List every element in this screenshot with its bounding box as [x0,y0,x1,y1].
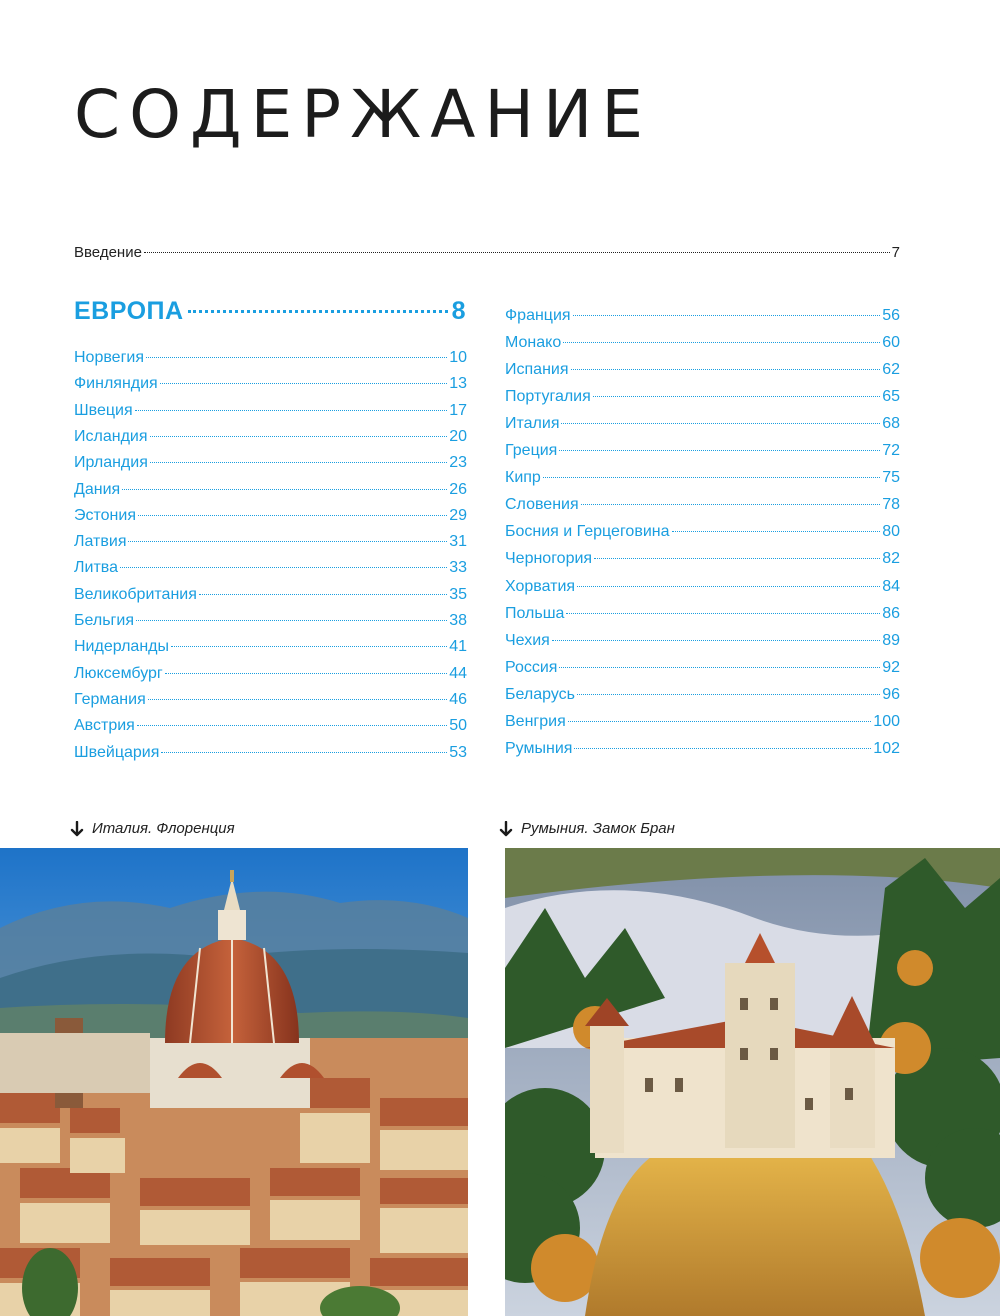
dot-leader [136,620,447,621]
toc-entry[interactable] [74,348,467,368]
arrow-down-icon [70,821,84,837]
toc-entry[interactable] [505,414,900,434]
toc-entry[interactable] [74,743,467,763]
toc-entry-label: Черногория [505,550,593,568]
toc-entry[interactable] [74,480,467,500]
toc-entry[interactable] [74,558,467,578]
toc-entry-label: Греция [505,442,558,460]
toc-entry[interactable] [74,611,467,631]
toc-entry[interactable] [74,374,467,394]
toc-entry-page: 92 [882,658,900,676]
toc-entry-label: Португалия [505,388,591,406]
toc-entry-page: 41 [449,638,467,656]
dot-leader [199,594,447,595]
dot-leader [543,477,880,478]
toc-entry-page: 78 [882,496,900,514]
toc-entry-page: 13 [449,375,467,393]
dot-leader [552,640,880,641]
photo-bran-castle [505,848,1000,1316]
toc-entry-label: Дания [74,480,121,498]
toc-entry-page: 46 [449,690,467,708]
toc-entry-label: Австрия [74,717,135,735]
dot-leader [574,748,871,749]
toc-entry-page: 20 [449,427,467,445]
photo-caption-left [70,820,235,837]
toc-entry-label: Монако [505,334,562,352]
toc-entry-page: 84 [882,577,900,595]
dot-leader [161,752,447,753]
toc-entry[interactable] [505,604,900,624]
dot-leader [120,567,447,568]
dot-leader [568,721,872,722]
toc-entry-label: Босния и Герцеговина [505,523,670,541]
toc-entry[interactable] [505,739,900,759]
toc-entry-page: 17 [449,401,467,419]
toc-entry[interactable] [505,360,900,380]
toc-entry-label: Исландия [74,427,148,445]
toc-entry-page: 35 [449,585,467,603]
toc-entry-label: Швеция [74,401,133,419]
dot-leader [150,462,447,463]
toc-entry[interactable] [74,401,467,421]
toc-entry[interactable] [505,387,900,407]
toc-entry[interactable] [505,577,900,597]
toc-entry-label: Эстония [74,506,136,524]
toc-entry-page: 72 [882,442,900,460]
toc-entry-page: 102 [873,739,900,757]
dot-leader [573,315,881,316]
toc-entry-page: 29 [449,506,467,524]
dot-leader [150,436,448,437]
toc-entry[interactable] [505,495,900,515]
toc-section-label: ЕВРОПА [74,297,184,325]
dot-leader [144,252,890,253]
toc-entry-page: 80 [882,523,900,541]
toc-entry-page: 100 [873,712,900,730]
toc-entry-label: Люксембург [74,664,163,682]
caption-text: Италия. Флоренция [92,820,235,837]
toc-entry-page: 53 [449,743,467,761]
toc-entry[interactable] [74,716,467,736]
toc-entry-label: Швейцария [74,743,160,761]
photo-caption-right [499,820,675,837]
dot-leader [577,694,880,695]
toc-entry-page: 86 [882,604,900,622]
toc-entry-page: 68 [882,415,900,433]
toc-entry-label: Ирландия [74,454,148,472]
page-title: СОДЕРЖАНИЕ [74,76,653,153]
toc-entry[interactable] [505,468,900,488]
toc-entry-label: Хорватия [505,577,576,595]
dot-leader [559,450,880,451]
toc-entry-label: Кипр [505,469,541,487]
dot-leader [566,613,880,614]
toc-entry[interactable] [505,712,900,732]
toc-entry-page: 65 [882,388,900,406]
toc-entry-page: 23 [449,454,467,472]
dot-leader [188,310,448,313]
toc-entry-page: 31 [449,533,467,551]
toc-entry-label: Германия [74,690,146,708]
toc-entry-label: Литва [74,559,118,577]
dot-leader [563,342,880,343]
toc-entry[interactable] [505,522,900,542]
toc-entry[interactable] [74,664,467,684]
dot-leader [135,410,448,411]
toc-entry[interactable] [74,506,467,526]
toc-entry-page: 60 [882,334,900,352]
dot-leader [593,396,880,397]
toc-entry-page: 96 [882,685,900,703]
toc-entry[interactable] [505,441,900,461]
dot-leader [146,357,447,358]
dot-leader [171,646,447,647]
dot-leader [122,489,447,490]
toc-section-page: 8 [451,297,466,325]
toc-entry-page: 50 [449,717,467,735]
toc-entry[interactable] [505,306,900,326]
toc-entry-label: Беларусь [505,685,575,703]
dot-leader [594,558,880,559]
toc-entry[interactable] [74,427,467,447]
toc-entry-label: Нидерланды [74,638,169,656]
caption-text: Румыния. Замок Бран [521,820,675,837]
toc-entry[interactable] [505,631,900,651]
dot-leader [577,586,880,587]
toc-entry[interactable] [505,549,900,569]
toc-entry-label: Латвия [74,533,127,551]
toc-entry-label: Испания [505,361,569,379]
toc-entry-intro[interactable] [74,243,900,263]
toc-entry-page: 10 [449,349,467,366]
dot-leader [571,369,881,370]
toc-entry-page: 82 [882,550,900,568]
toc-entry-label: Италия [505,415,560,433]
toc-entry-label: Норвегия [74,349,145,366]
dot-leader [148,699,447,700]
dot-leader [581,504,881,505]
toc-entry-label: Венгрия [505,712,566,730]
toc-entry-label: Румыния [505,739,573,757]
toc-entry-label: Введение [74,244,142,261]
toc-entry-page: 33 [449,559,467,577]
toc-entry-label: Польша [505,604,565,622]
dot-leader [672,531,881,532]
toc-entry[interactable] [505,658,900,678]
toc-entry[interactable] [74,585,467,605]
toc-entry[interactable] [74,453,467,473]
dot-leader [165,673,447,674]
dot-leader [128,541,447,542]
photo-florence [0,848,468,1316]
toc-section-europe[interactable] [74,296,466,326]
toc-entry-page: 7 [891,244,900,261]
dot-leader [137,725,447,726]
dot-leader [160,383,447,384]
toc-entry-label: Великобритания [74,585,197,603]
toc-entry[interactable] [505,333,900,353]
toc-entry-label: Бельгия [74,612,134,629]
toc-entry-label: Россия [505,658,558,676]
toc-entry-page: 75 [882,469,900,487]
arrow-down-icon [499,821,513,837]
dot-leader [559,667,880,668]
toc-entry-page: 38 [449,612,467,629]
toc-entry[interactable] [74,532,467,552]
toc-entry[interactable] [74,690,467,710]
toc-entry-page: 26 [449,480,467,498]
toc-entry-label: Финляндия [74,375,158,393]
dot-leader [138,515,447,516]
toc-entry-label: Чехия [505,631,550,649]
toc-entry[interactable] [505,685,900,705]
toc-entry-label: Франция [505,307,571,324]
toc-entry-page: 89 [882,631,900,649]
dot-leader [561,423,880,424]
toc-entry[interactable] [74,637,467,657]
toc-entry-page: 56 [882,307,900,324]
toc-entry-page: 62 [882,361,900,379]
toc-entry-label: Словения [505,496,579,514]
toc-entry-page: 44 [449,664,467,682]
